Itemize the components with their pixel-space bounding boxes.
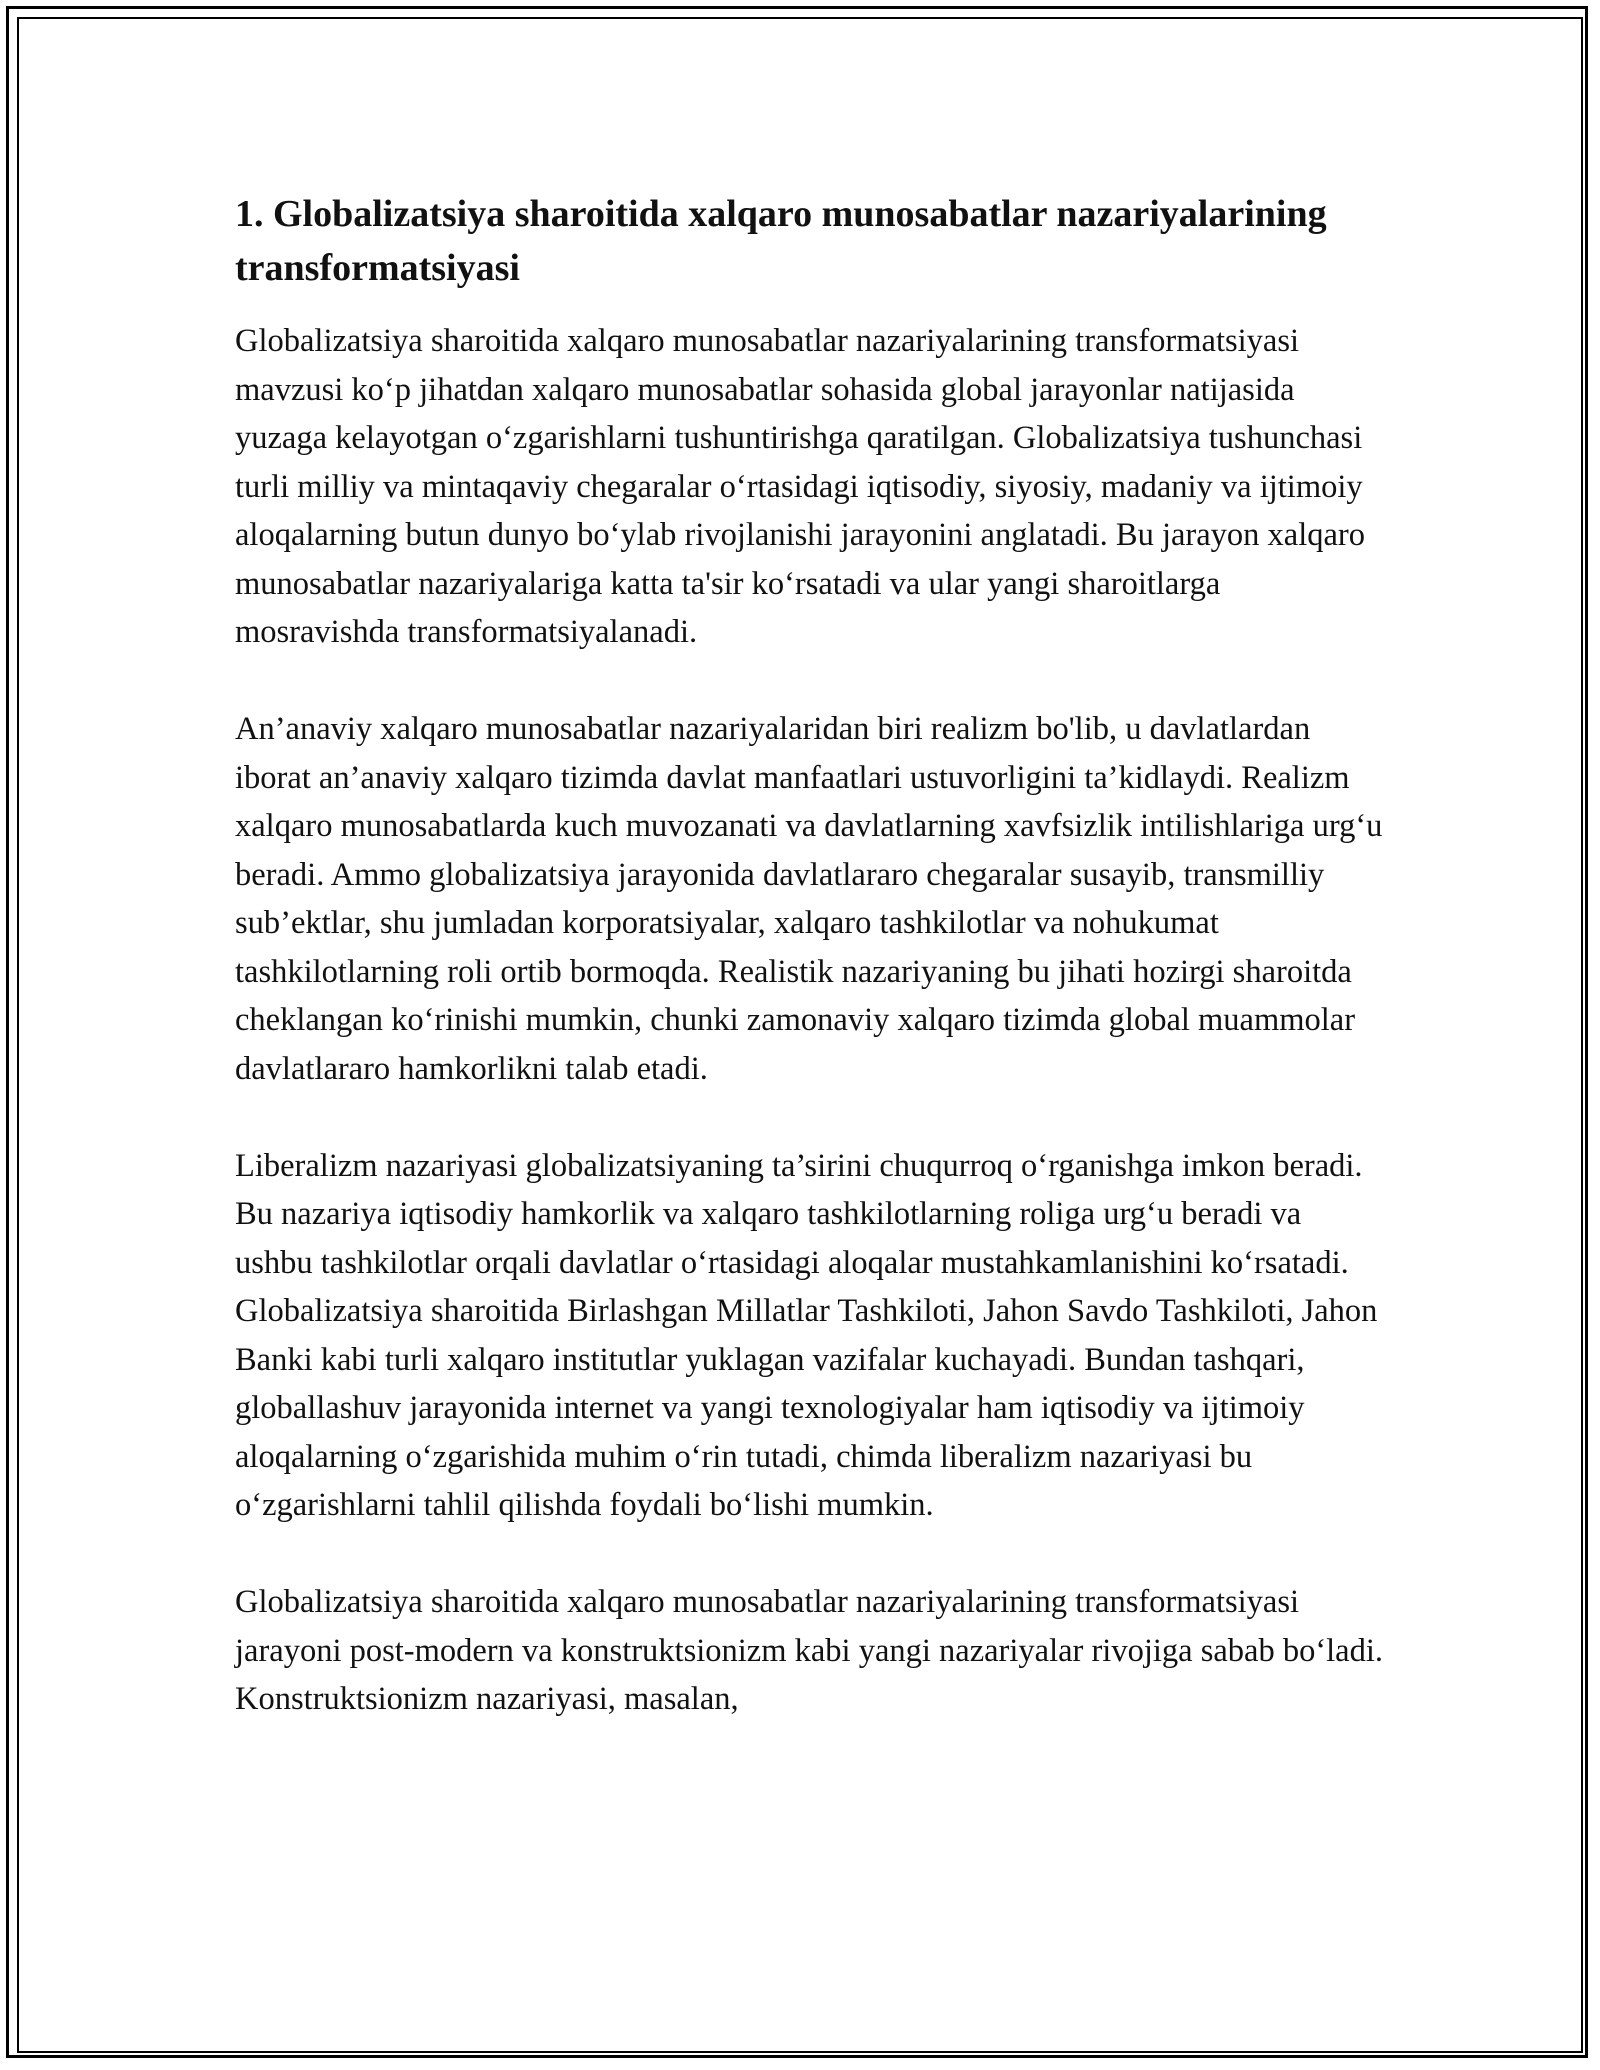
paragraph-4: Globalizatsiya sharoitida xalqaro munosabatlar nazariyalarining transformatsiyasi jarayoni post-modern va konstruktsionizm kabi yangi nazariyalar rivojiga sabab boʻladi. Konstruktsionizm nazariyasi, masalan, [235,1584,1384,1717]
paragraph-1: Globalizatsiya sharoitida xalqaro munosabatlar nazariyalarining transformatsiyasi mavzusi koʻp jihatdan xalqaro munosabatlar sohasida global jarayonlar natijasida yuzaga kelayotgan oʻzgarishlarni tushuntirishga qaratilgan. Globalizatsiya tushunchasi turli milliy va mintaqaviy chegaralar oʻrtasidagi iqtisodiy, siyosiy, madaniy va ijtimoiy aloqalarning butun dunyo boʻylab rivojlanishi jarayonini anglatadi. Bu jarayon xalqaro munosabatlar nazariyalariga katta ta'sir koʻrsatadi va ular yangi sharoitlarga mosravishda transformatsiyalanadi. [235,323,1365,650]
document-body [235,187,1385,1772]
paragraph-3: Liberalizm nazariyasi globalizatsiyaning ta’sirini chuqurroq oʻrganishga imkon beradi. Bu nazariya iqtisodiy hamkorlik va xalqaro tashkilotlarning roliga urgʻu beradi va ushbu tashkilotlar orqali davlatlar oʻrtasidagi aloqalar mustahkamlanishini koʻrsatadi. Globalizatsiya sharoitida Birlashgan Millatlar Tashkiloti, Jahon Savdo Tashkiloti, Jahon Banki kabi turli xalqaro institutlar yuklagan vazifalar kuchayadi. Bundan tashqari, globallashuv jarayonida internet va yangi texnologiyalar ham iqtisodiy va ijtimoiy aloqalarning oʻzgarishida muhim oʻrin tutadi, chimda liberalizm nazariyasi bu oʻzgarishlarni tahlil qilishda foydali boʻlishi mumkin. [235,1147,1378,1523]
paragraph-2: An’anaviy xalqaro munosabatlar nazariyalaridan biri realizm bo'lib, u davlatlardan iborat an’anaviy xalqaro tizimda davlat manfaatlari ustuvorligini ta’kidlaydi. Realizm xalqaro munosabatlarda kuch muvozanati va davlatlarning xavfsizlik intilishlariga urgʻu beradi. Ammo globalizatsiya jarayonida davlatlararo chegaralar susayib, transmilliy sub’ektlar, shu jumladan korporatsiyalar, xalqaro tashkilotlar va nohukumat tashkilotlarning roli ortib bormoqda. Realistik nazariyaning bu jihati hozirgi sharoitda cheklangan koʻrinishi mumkin, chunki zamonaviy xalqaro tizimda global muammolar davlatlararo hamkorlikni talab etadi. [235,711,1383,1087]
section-heading: 1. Globalizatsiya sharoitida xalqaro munosabatlar nazariyalarining transformatsiyasi [235,193,1327,289]
